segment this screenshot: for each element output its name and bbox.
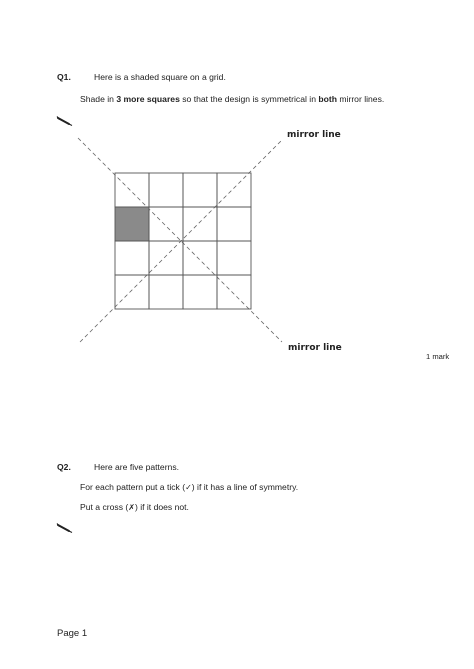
grid-cell <box>183 275 217 309</box>
q1-instruction-part2: so that the design is symmetrical in <box>179 94 319 104</box>
tick-icon: ✓ <box>185 483 192 492</box>
q1-marks: 1 mark <box>426 352 450 361</box>
q2-line1-part2: ) if it has a line of symmetry. <box>191 482 299 492</box>
q2-line1-part1: For each pattern put a tick ( <box>80 482 186 492</box>
square-grid <box>115 173 251 309</box>
grid-cell <box>149 241 183 275</box>
grid-cell <box>217 207 251 241</box>
grid-cell <box>217 241 251 275</box>
q1-instruction-part1: Shade in <box>80 94 117 104</box>
q1-instruction-bold2: both <box>318 94 337 104</box>
grid-cell <box>115 241 149 275</box>
q1-instruction-bold1: 3 more squares <box>116 94 180 104</box>
q2-line2-part1: Put a cross ( <box>80 502 129 512</box>
grid-cell <box>183 241 217 275</box>
page-number: Page 1 <box>57 628 88 639</box>
mirror-grid-diagram <box>60 120 390 360</box>
grid-cell <box>217 275 251 309</box>
grid-cell <box>183 207 217 241</box>
q2-cross-instruction <box>80 502 189 513</box>
q2-intro: Here are five patterns. <box>94 462 180 472</box>
cross-icon: ✗ <box>128 503 135 512</box>
grid-cell <box>115 275 149 309</box>
mirror-line-label-top: mirror line <box>287 130 341 140</box>
grid-cell <box>217 173 251 207</box>
grid-cell-shaded <box>115 207 149 241</box>
pencil-icon <box>56 522 74 534</box>
grid-cell <box>149 207 183 241</box>
q2-line2-part2: ) if it does not. <box>134 502 189 512</box>
grid-cell <box>149 275 183 309</box>
q1-number: Q1. <box>57 72 71 82</box>
q1-intro: Here is a shaded square on a grid. <box>94 72 226 82</box>
q2-number: Q2. <box>57 462 71 472</box>
q2-tick-instruction <box>80 482 298 493</box>
grid-cell <box>115 173 149 207</box>
mirror-line-label-bottom: mirror line <box>288 343 342 353</box>
q1-instruction <box>80 94 384 105</box>
grid-cell <box>183 173 217 207</box>
q1-instruction-part3: mirror lines. <box>337 94 385 104</box>
grid-cell <box>149 173 183 207</box>
